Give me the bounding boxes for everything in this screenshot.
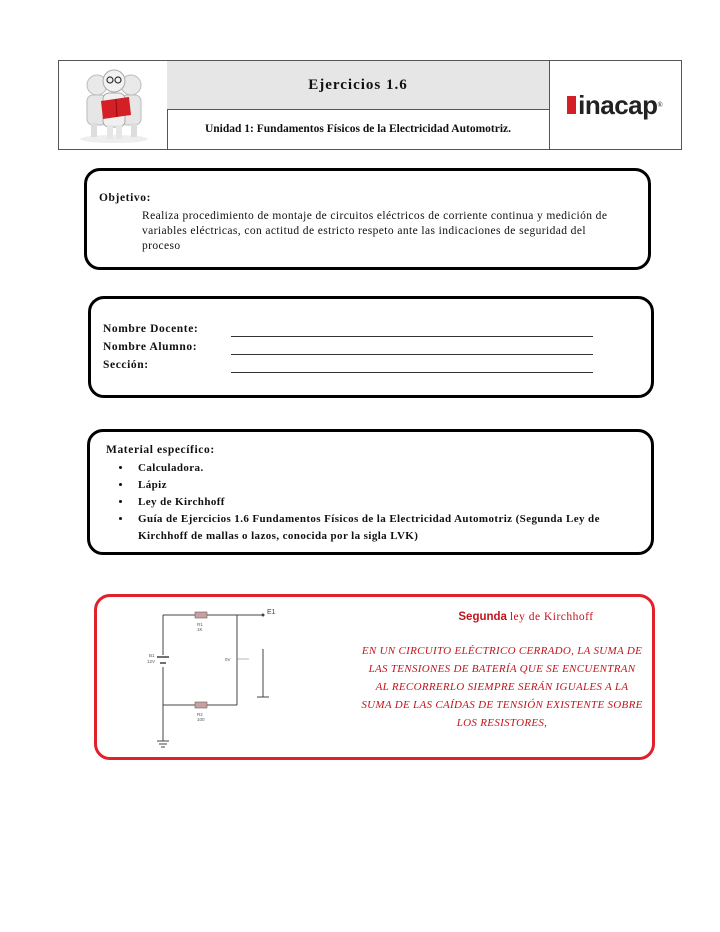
meter-label: 0V	[225, 657, 231, 662]
kirchhoff-title-part2: ley de Kirchhoff	[509, 611, 594, 623]
circuit-diagram	[133, 601, 293, 751]
student-name-label: Nombre Alumno:	[103, 341, 198, 353]
header-table	[58, 60, 682, 150]
teacher-name-label: Nombre Docente:	[103, 323, 199, 335]
r1-label: R1	[197, 622, 203, 627]
node-label: E1	[267, 609, 276, 616]
material-box	[87, 429, 654, 555]
node-e1-terminal	[262, 614, 265, 617]
kirchhoff-title-part1: Segunda	[458, 611, 507, 623]
objective-text: Realiza procedimiento de montaje de circuitos eléctricos de corriente continua y medición de variables eléctricas, con actitud de estricto respeto ante las indicaciones de seguridad del proceso	[142, 210, 608, 252]
section-field[interactable]	[231, 371, 593, 373]
resistor-r1	[195, 612, 207, 618]
kirchhoff-box	[94, 594, 655, 760]
unit-subtitle: Unidad 1: Fundamentos Físicos de la Electricidad Automotriz.	[204, 123, 512, 135]
r1-value: 1K	[197, 627, 203, 632]
list-item: • Guía de Ejercicios 1.6 Fundamentos Físicos de la Electricidad Automotriz (Segunda Ley de Kirchhoff de mallas o lazos, conocida por la sigla LVK)	[132, 511, 652, 545]
kirchhoff-statement: EN UN CIRCUITO ELÉCTRICO CERRADO, LA SUMA DE LAS TENSIONES DE BATERÍA QUE SE ENCUENTRAN AL RECORRERLO SIEMPRE SERÁN IGUALES A LA SUMA DE LAS CAÍDAS DE TENSIÓN EXISTENTE SOBRE LOS RESISTORES,	[361, 645, 643, 729]
objective-label: Objetivo:	[99, 192, 152, 204]
registered-mark-icon: ®	[657, 101, 663, 109]
inacap-logo-icon	[567, 96, 576, 114]
r2-value: 100	[197, 717, 205, 722]
battery-label: B1	[149, 653, 155, 658]
people-reading-illustration	[69, 67, 159, 143]
list-item: • Calculadora.	[132, 460, 652, 477]
list-item: • Lápiz	[132, 477, 652, 494]
battery-value: 12V	[147, 659, 156, 664]
objective-box	[84, 168, 651, 270]
r2-label: R2	[197, 712, 203, 717]
header-illustration-cell	[59, 61, 168, 149]
section-label: Sección:	[103, 359, 149, 371]
material-list	[110, 460, 652, 545]
student-name-field[interactable]	[231, 353, 593, 355]
brand-cell	[549, 61, 681, 149]
student-info-box	[88, 296, 654, 398]
teacher-name-field[interactable]	[231, 335, 593, 337]
header-title-cell	[167, 61, 550, 149]
kirchhoff-title	[401, 611, 651, 623]
material-label: Material específico:	[106, 444, 215, 456]
brand-name: inacap	[578, 89, 658, 120]
list-item: • Ley de Kirchhoff	[132, 494, 652, 511]
page-title: Ejercicios 1.6	[167, 61, 549, 110]
resistor-r2	[195, 702, 207, 708]
